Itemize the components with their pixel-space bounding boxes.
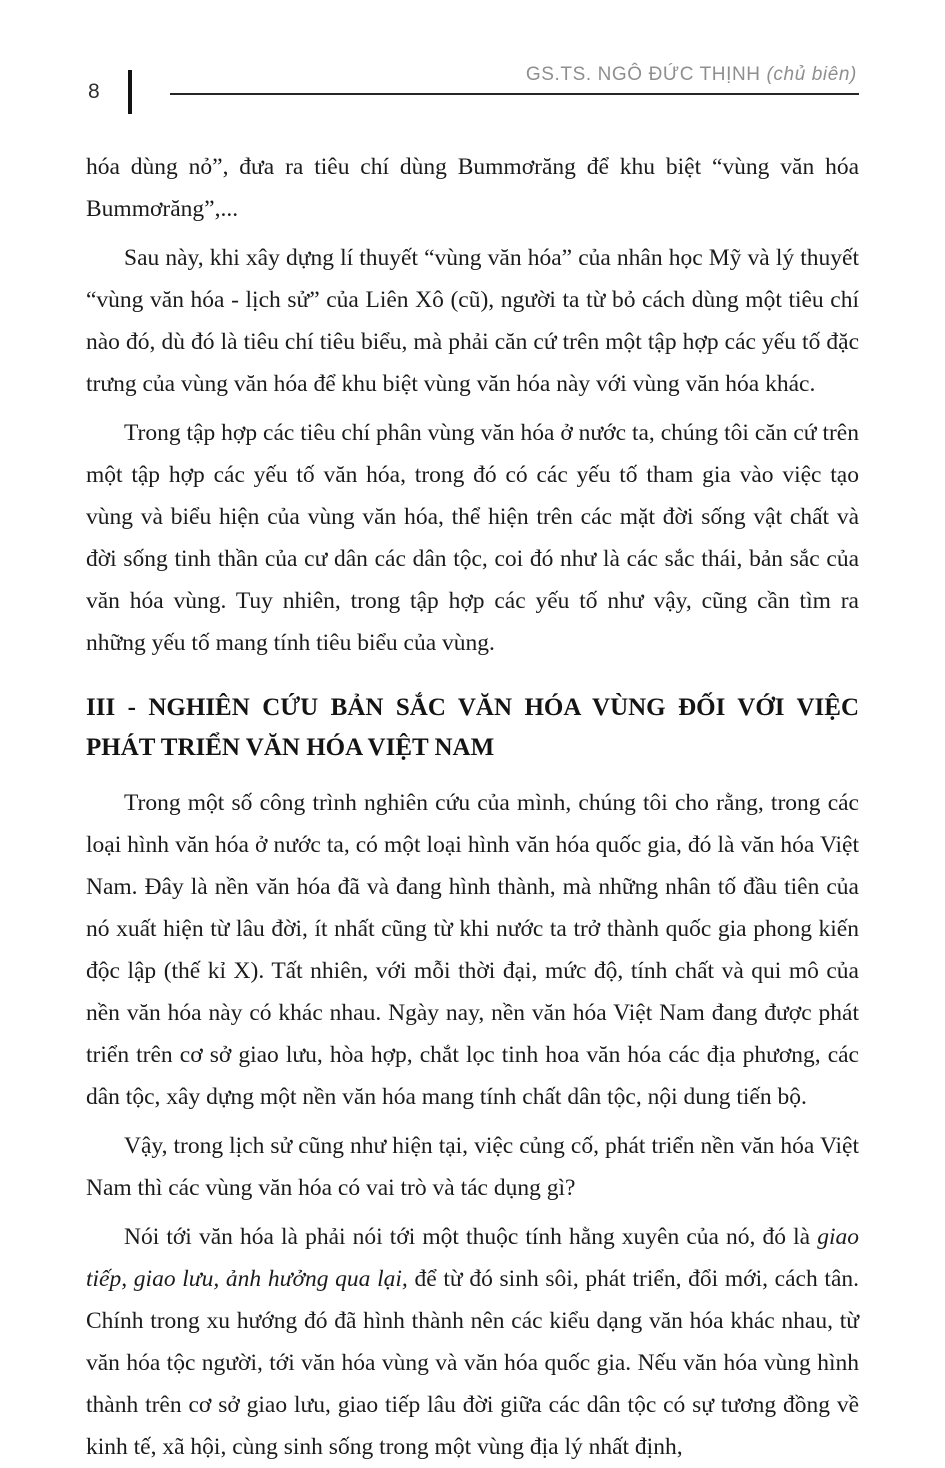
header-vertical-bar: [128, 70, 132, 114]
page-body: [86, 146, 859, 1468]
paragraph: Vậy, trong lịch sử cũng như hiện tại, việc củng cố, phát triển nền văn hóa Việt Nam thì các vùng văn hóa có vai trò và tác dụng gì?: [86, 1133, 859, 1201]
header-right: [170, 64, 859, 95]
paragraph-continuation: hóa dùng nỏ”, đưa ra tiêu chí dùng Bummơrăng để khu biệt “vùng văn hóa Bummơrăng”,...: [86, 154, 859, 222]
paragraph-text: để từ đó sinh sôi, phát triển, đổi mới, cách tân. Chính trong xu hướng đó đã hình thành nên các kiểu dạng văn hóa khác nhau, từ văn hóa tộc người, tới văn hóa vùng và văn hóa quốc gia. Nếu văn hóa vùng hình thành trên cơ sở giao lưu, giao tiếp lâu đời giữa các dân tộc có sự tương đồng về kinh tế, xã hội, cùng sinh sống trong một vùng địa lý nhất định,: [86, 1266, 859, 1460]
emphasized-phrase: giao tiếp, giao lưu, ảnh hưởng qua lại,: [86, 1224, 859, 1292]
page-number: 8: [88, 80, 100, 103]
paragraph: Sau này, khi xây dựng lí thuyết “vùng văn hóa” của nhân học Mỹ và lý thuyết “vùng văn hóa - lịch sử” của Liên Xô (cũ), người ta từ bỏ cách dùng một tiêu chí nào đó, dù đó là tiêu chí tiêu biểu, mà phải căn cứ trên một tập hợp các yếu tố đặc trưng của vùng văn hóa để khu biệt vùng văn hóa này với vùng văn hóa khác.: [86, 245, 859, 397]
paragraph: Trong tập hợp các tiêu chí phân vùng văn hóa ở nước ta, chúng tôi căn cứ trên một tập hợp các yếu tố văn hóa, trong đó có các yếu tố tham gia vào việc tạo vùng và biểu hiện của vùng văn hóa, thể hiện trên các mặt đời sống vật chất và đời sống tinh thần của cư dân các dân tộc, coi đó như là các sắc thái, bản sắc của văn hóa vùng. Tuy nhiên, trong tập hợp các yếu tố như vậy, cũng cần tìm ra những yếu tố mang tính tiêu biểu của vùng.: [86, 420, 859, 656]
author-role: (chủ biên): [766, 64, 857, 85]
author-name: GS.TS. NGÔ ĐỨC THỊNH: [525, 64, 767, 85]
section-heading: III - NGHIÊN CỨU BẢN SẮC VĂN HÓA VÙNG ĐỐI VỚI VIỆC PHÁT TRIỂN VĂN HÓA VIỆT NAM: [86, 694, 859, 761]
paragraph: Trong một số công trình nghiên cứu của mình, chúng tôi cho rằng, trong các loại hình văn hóa ở nước ta, có một loại hình văn hóa quốc gia, đó là văn hóa Việt Nam. Đây là nền văn hóa đã và đang hình thành, mà những nhân tố đầu tiên của nó xuất hiện từ lâu đời, ít nhất cũng từ khi nước ta trở thành quốc gia phong kiến độc lập (thế kỉ X). Tất nhiên, với mỗi thời đại, mức độ, tính chất và qui mô của nền văn hóa này có khác nhau. Ngày nay, nền văn hóa Việt Nam đang được phát triển trên cơ sở giao lưu, hòa hợp, chắt lọc tinh hoa văn hóa các địa phương, các dân tộc, xây dựng một nền văn hóa mang tính chất dân tộc, nội dung tiến bộ.: [86, 790, 859, 1110]
header-rule: [170, 93, 859, 95]
author-credit: [170, 64, 859, 86]
paragraph-with-emphasis: [86, 1216, 859, 1468]
paragraph-text: Nói tới văn hóa là phải nói tới một thuộc tính hằng xuyên của nó, đó là: [124, 1224, 818, 1250]
running-header: [86, 64, 859, 122]
